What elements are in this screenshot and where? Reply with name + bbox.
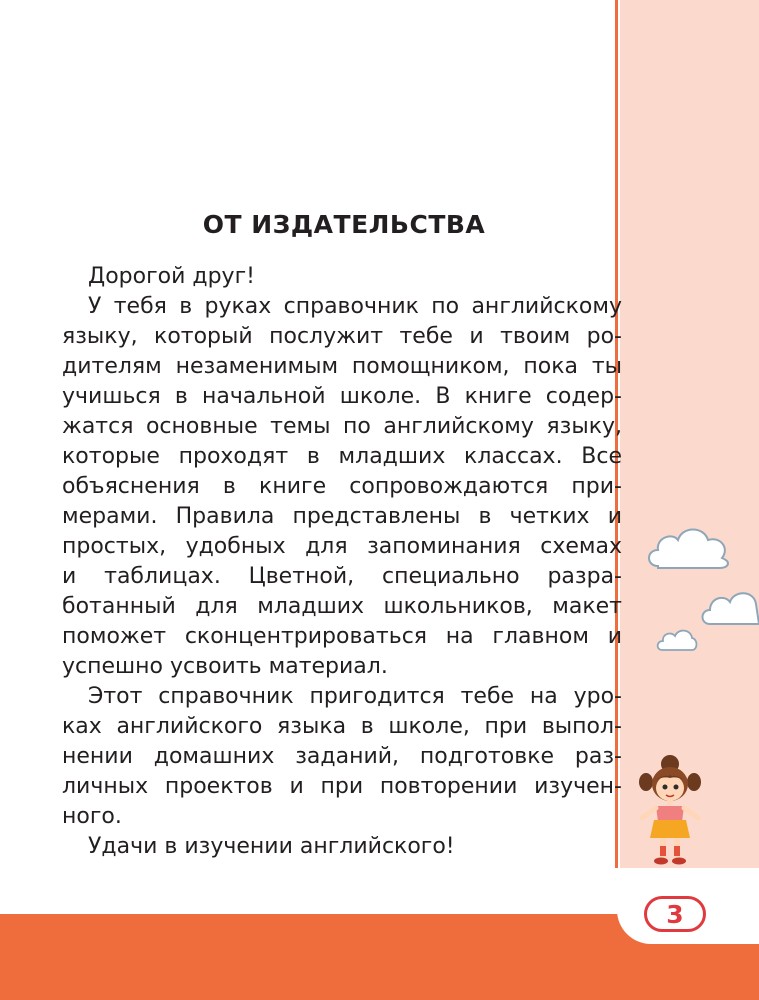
text-line: ного.	[62, 804, 122, 829]
body-text	[62, 262, 622, 862]
text-line: успешно усвоить материал.	[62, 654, 388, 679]
text-line: объяснения в книге сопровождаются при-	[62, 474, 622, 499]
text-line: дителям незаменимым помощником, пока ты	[62, 354, 622, 379]
cloud-icon	[656, 626, 698, 654]
page-number: 3	[644, 896, 706, 932]
text-line: поможет сконцентрироваться на главном и	[62, 624, 622, 649]
girl-illustration	[636, 752, 706, 868]
text-line: которые проходят в младших классах. Все	[62, 444, 622, 469]
text-line: У тебя в руках справочник по английскому	[88, 294, 622, 319]
cloud-icon	[644, 518, 734, 576]
text-line: личных проектов и при повторении изучен-	[62, 774, 622, 799]
text-line: ках английского языка в школе, при выпол-	[62, 714, 622, 739]
text-line: и таблицах. Цветной, специально разра-	[62, 564, 622, 589]
text-line: Дорогой друг!	[88, 264, 255, 289]
cloud-icon	[700, 586, 759, 630]
text-line: языку, который послужит тебе и твоим ро-	[62, 324, 622, 349]
text-line: нении домашних заданий, подготовке раз-	[62, 744, 622, 769]
text-line: мерами. Правила представлены в четких и	[62, 504, 622, 529]
text-line: Этот справочник пригодится тебе на уро-	[88, 684, 622, 709]
page-title: ОТ ИЗДАТЕЛЬСТВА	[202, 210, 486, 239]
side-margin-strip	[620, 0, 759, 868]
text-line: Удачи в изучении английского!	[88, 834, 455, 859]
text-line: ботанный для младших школьников, макет	[62, 594, 622, 619]
text-line: простых, удобных для запоминания схемах	[62, 534, 622, 559]
text-line: жатся основные темы по английскому языку,	[62, 414, 622, 439]
text-line: учишься в начальной школе. В книге содер-	[62, 384, 622, 409]
